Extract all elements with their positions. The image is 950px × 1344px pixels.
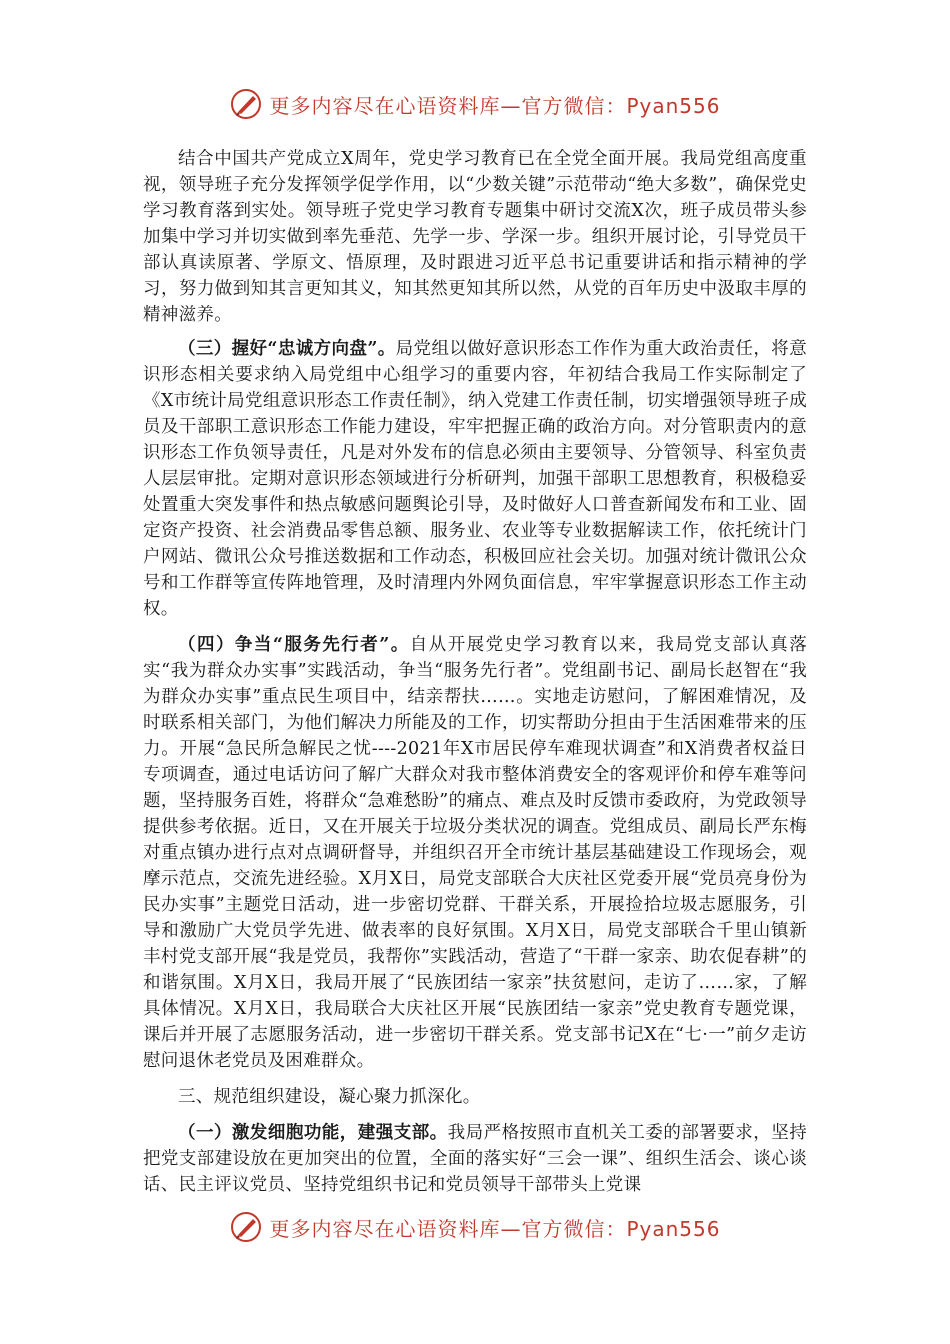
section-heading: [143, 1084, 807, 1110]
watermark-banner-top: [0, 84, 950, 124]
watermark-text: 更多内容尽在心语资料库—官方微信：Pyan556: [269, 1216, 721, 1241]
pen-logo-icon: [229, 1210, 263, 1244]
paragraph-3: [143, 632, 807, 1074]
paragraph-text: 结合中国共产党成立X周年，党史学习教育已在全党全面开展。我局党组高度重视，领导班子充分发挥领学促学作用，以“少数关键”示范带动“绝大多数”，确保党史学习教育落到实处。领导班子党史学习教育专题集中研讨交流X次，班子成员带头参加集中学习并切实做到率先垂范、先学一步、学深一步。组织开展讨论，引导党员干部认真读原著、学原文、悟原理，及时跟进习近平总书记重要讲话和指示精神的学习，努力做到知其言更知其义，知其然更知其所以然，从党的百年历史中汲取丰厚的精神滋养。: [143, 149, 807, 325]
paragraph-text: 局党组以做好意识形态工作作为重大政治责任，将意识形态相关要求纳入局党组中心组学习的重要内容，年初结合我局工作实际制定了《X市统计局党组意识形态工作责任制》，纳入党建工作责任制，切实增强领导班子成员及干部职工意识形态工作能力建设，牢牢把握正确的政治方向。对分管职责内的意识形态工作负领导责任，凡是对外发布的信息必须由主要领导、分管领导、科室负责人层层审批。定期对意识形态领域进行分析研判，加强干部职工思想教育，积极稳妥处置重大突发事件和热点敏感问题舆论引导，及时做好人口普查新闻发布和工业、固定资产投资、社会消费品零售总额、服务业、农业等专业数据解读工作，依托统计门户网站、微讯公众号推送数据和工作动态，积极回应社会关切。加强对统计微讯公众号和工作群等宣传阵地管理，及时清理内外网负面信息，牢牢掌握意识形态工作主动权。: [143, 339, 807, 619]
pen-logo-icon: [229, 87, 263, 121]
paragraph-lead: （一）激发细胞功能，建强支部。: [178, 1123, 448, 1143]
paragraph-text: 我局严格按照市直机关工委的部署要求，坚持把党支部建设放在更加突出的位置，全面的落实好“三会一课”、组织生活会、谈心谈话、民主评议党员、坚持党组织书记和党员领导干部带头上党课: [143, 1123, 808, 1195]
watermark-text: 更多内容尽在心语资料库—官方微信：Pyan556: [269, 93, 721, 118]
paragraph-text: 自从开展党史学习教育以来，我局党支部认真落实“我为群众办实事”实践活动，争当“服务先行者”。党组副书记、副局长赵智在“我为群众办实事”重点民生项目中，结亲帮扶……。实地走访慰问，了解困难情况，及时联系相关部门，为他们解决力所能及的工作，切实帮助分担由于生活困难带来的压力。开展“急民所急解民之忧----2021年X市居民停车难现状调查”和X消费者权益日专项调查，通过电话访问了解广大群众对我市整体消费安全的客观评价和停车难等问题，坚持服务百姓，将群众“急难愁盼”的痛点、难点及时反馈市委政府，为党政领导提供参考依据。近日，又在开展关于垃圾分类状况的调查。党组成员、副局长严东梅对重点镇办进行点对点调研督导，并组织召开全市统计基层基础建设工作现场会，观摩示范点，交流先进经验。X月X日，局党支部联合大庆社区党委开展“党员亮身份为民办实事”主题党日活动，进一步密切党群、干群关系，开展捡拾垃圾志愿服务，引导和激励广大党员学先进、做表率的良好氛围。X月X日，局党支部联合千里山镇新丰村党支部开展“我是党员，我帮你”实践活动，营造了“干群一家亲、助农促春耕”的和谐氛围。X月X日，我局开展了“民族团结一家亲”扶贫慰问，走访了……家，了解具体情况。X月X日，我局联合大庆社区开展“民族团结一家亲”党史教育专题党课，课后并开展了志愿服务活动，进一步密切干群关系。党支部书记X在“七·一”前夕走访慰问退休老党员及困难群众。: [143, 635, 807, 1071]
paragraph-text: 三、规范组织建设，凝心聚力抓深化。: [178, 1087, 481, 1107]
paragraph-2: [143, 336, 807, 622]
watermark-banner-bottom: [0, 1207, 950, 1247]
paragraph-lead: （三）握好“忠诚方向盘”。: [178, 339, 396, 359]
paragraph-lead: （四）争当“服务先行者”。: [178, 635, 410, 655]
paragraph-1: [143, 146, 807, 328]
document-body: [143, 146, 807, 1208]
paragraph-5: [143, 1120, 807, 1198]
